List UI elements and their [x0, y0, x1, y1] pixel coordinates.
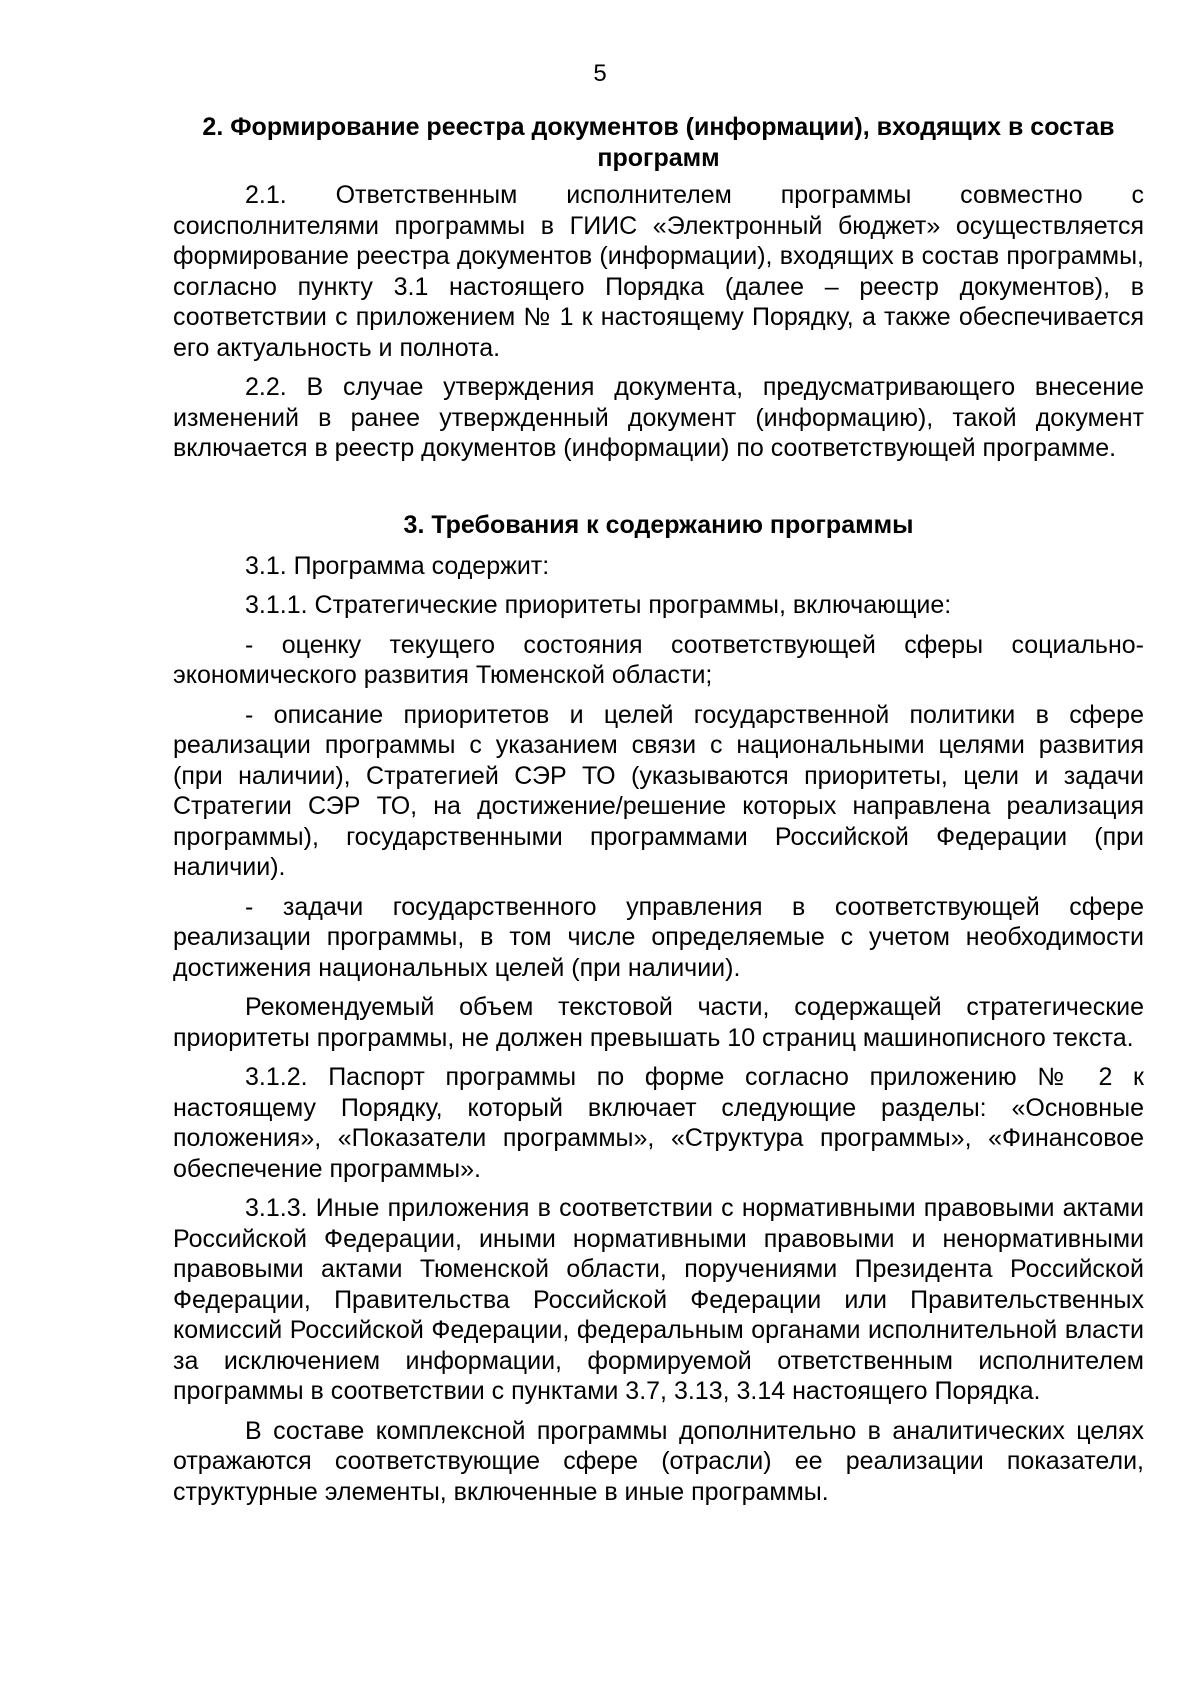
- paragraph-3-1: 3.1. Программа содержит:: [245, 551, 550, 580]
- paragraph-recommended-volume: Рекомендуемый объем текстовой части, содержащей стратегические приоритеты программы, не должен превышать 10 страниц машинописного текста.: [173, 993, 1144, 1052]
- paragraph-2-2: 2.2. В случае утверждения документа, предусматривающего внесение изменений в ранее утвержденный документ (информацию), такой документ включается в реестр документов (информации) по соответствующей программе.: [173, 373, 1144, 462]
- list-item-tasks: - задачи государственного управления в соответствующей сфере реализации программы, в том числе определяемые с учетом необходимости достижения национальных целей (при наличии).: [173, 892, 1144, 982]
- page-number: 5: [593, 60, 607, 87]
- list-item-priorities: - описание приоритетов и целей государственной политики в сфере реализации программы с указанием связи с национальными целями развития (при наличии), Стратегией СЭР ТО (указываются приоритеты, цели и задачи Стратегии СЭР ТО, на достижение/решение которых направлена реализация программы), государственными программами Российской Федерации (при наличии).: [173, 700, 1144, 881]
- document-body: [173, 112, 1144, 1516]
- paragraph-3-1-3: 3.1.3. Иные приложения в соответствии с нормативными правовыми актами Российской Федерации, иными нормативными правовыми и ненормативными правовыми актами Тюменской области, поручениями Президента Российской Федерации, Правительства Российской Федерации или Правительственных комиссий Российской Федерации, федеральным органами исполнительной власти за исключением информации, формируемой ответственным исполнителем программы в соответствии с пунктами 3.7, 3.13, 3.14 настоящего Порядка.: [173, 1194, 1144, 1405]
- paragraph-2-1: 2.1. Ответственным исполнителем программы совместно с соисполнителями программы в ГИИС «Электронный бюджет» осуществляется формирование реестра документов (информации), входящих в состав программы, согласно пункту 3.1 настоящего Порядка (далее – реестр документов), в соответствии с приложением № 1 к настоящему Порядку, а также обеспечивается его актуальность и полнота.: [173, 181, 1144, 362]
- section-3-heading: 3. Требования к содержанию программы: [403, 510, 914, 539]
- paragraph-3-1-2: 3.1.2. Паспорт программы по форме согласно приложению № 2 к настоящему Порядку, который включает следующие разделы: «Основные положения», «Показатели программы», «Структура программы», «Финансовое обеспечение программы».: [173, 1063, 1144, 1183]
- list-item-assessment: - оценку текущего состояния соответствующей сферы социально-экономического развития Тюменской области;: [173, 630, 1144, 689]
- section-2-heading: 2. Формирование реестра документов (информации), входящих в состав программ: [202, 113, 1115, 172]
- paragraph-complex-program: В составе комплексной программы дополнительно в аналитических целях отражаются соответствующие сфере (отрасли) ее реализации показатели, структурные элементы, включенные в иные программы.: [173, 1416, 1144, 1506]
- paragraph-3-1-1: 3.1.1. Стратегические приоритеты программы, включающие:: [245, 591, 952, 619]
